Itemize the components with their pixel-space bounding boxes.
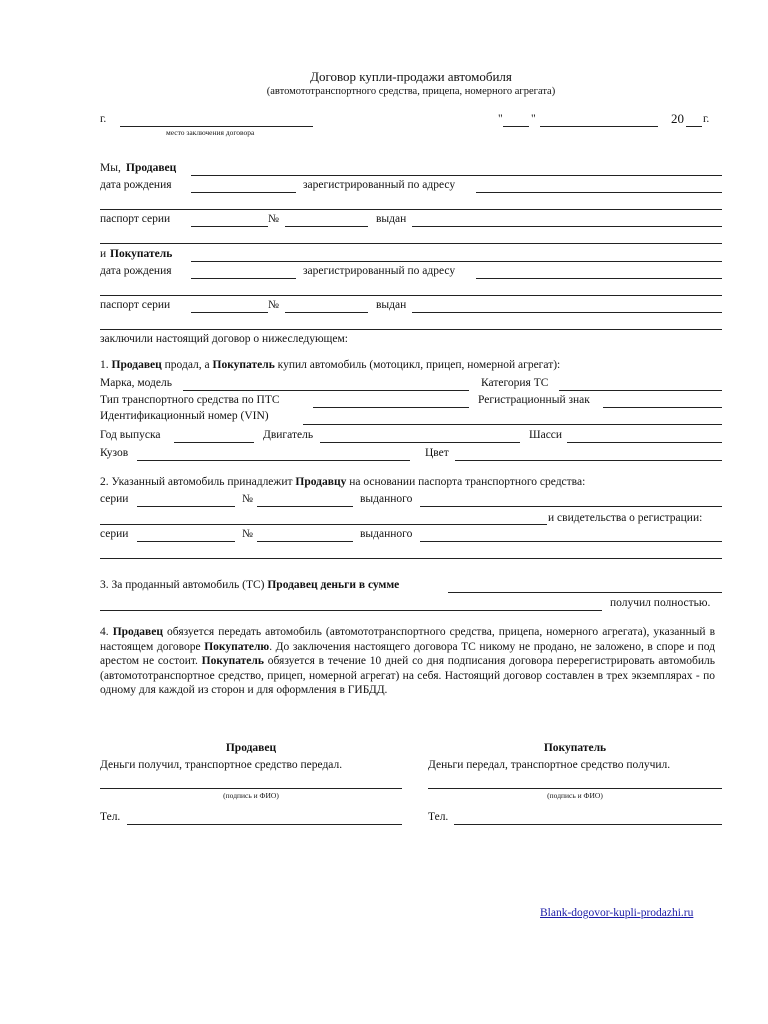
seller-passport-series-label: паспорт серии (100, 213, 171, 225)
buyer-birth-date-line[interactable] (191, 278, 296, 279)
s3-bold: Продавец деньги в сумме (267, 579, 400, 591)
year-made-line[interactable] (174, 442, 254, 443)
buyer-birth-date-label: дата рождения (100, 265, 172, 277)
vin-line[interactable] (303, 424, 722, 425)
seller-issued-line[interactable] (412, 226, 722, 227)
seller-signature-caption: (подпись и ФИО) (223, 791, 279, 800)
buyer-label: Покупатель (110, 248, 173, 260)
category-line[interactable] (559, 390, 722, 391)
year-line[interactable] (686, 126, 702, 127)
year-suffix: г. (703, 113, 710, 125)
and-label: и (100, 248, 107, 260)
reg-issued-label: выданного (360, 528, 413, 540)
place-caption: место заключения договора (166, 128, 255, 137)
agreement-text: заключили настоящий договор о нижеследующем: (100, 333, 348, 345)
seller-phone-line[interactable] (127, 824, 402, 825)
s4-paragraph (100, 625, 715, 698)
buyer-issued-line-2[interactable] (100, 329, 722, 330)
and-registration-label: и свидетельства о регистрации: (548, 512, 703, 524)
vin-label: Идентификационный номер (VIN) (100, 410, 269, 422)
pts-series-label: серии (100, 493, 129, 505)
buyer-signature-text: Деньги передал, транспортное средство получил. (428, 759, 671, 771)
s4-buyer-dative: Покупателю (204, 640, 270, 653)
engine-label: Двигатель (263, 429, 314, 441)
color-line[interactable] (455, 460, 722, 461)
body-label: Кузов (100, 447, 129, 459)
seller-passport-number-line[interactable] (285, 226, 368, 227)
seller-label: Продавец (126, 162, 177, 174)
document-subtitle: (автомототранспортного средства, прицепа, номерного агрегата) (266, 86, 556, 97)
buyer-name-line[interactable] (191, 261, 722, 262)
seller-signature-title: Продавец (225, 742, 277, 754)
chassis-line[interactable] (567, 442, 722, 443)
seller-issued-label: выдан (376, 213, 407, 225)
seller-issued-line-2[interactable] (100, 243, 722, 244)
s2-post: на основании паспорта транспортного средства: (349, 476, 586, 488)
buyer-signature-title: Покупатель (543, 742, 607, 754)
s4-text-1: обязуется передать автомобиль (автомототранспортного средства, прицепа, номерного агрегата), указанный в настоящем договоре (100, 626, 716, 653)
reg-number-sign: № (242, 528, 253, 540)
seller-birth-date-line[interactable] (191, 192, 296, 193)
buyer-address-line-2[interactable] (100, 295, 722, 296)
document-title: Договор купли-продажи автомобиля (310, 69, 512, 84)
s2-pre: 2. Указанный автомобиль принадлежит (100, 476, 293, 488)
year-prefix: 20 (671, 111, 684, 126)
s1-buyer: Покупатель (212, 359, 275, 371)
s4-seller: Продавец (112, 626, 163, 638)
s1-seller: Продавец (111, 359, 162, 371)
category-label: Категория ТС (481, 377, 549, 389)
s3-heading (100, 578, 399, 592)
pts-series-line[interactable] (137, 506, 235, 507)
amount-words-line[interactable] (100, 610, 602, 611)
chassis-label: Шасси (529, 429, 563, 441)
seller-registered-label: зарегистрированный по адресу (303, 179, 456, 191)
type-line[interactable] (313, 407, 469, 408)
s4-text-3: обязуется в течение 10 дней со дня подписания договора перерегистрировать автомобиль (автомототранспортное средство, прицеп, номерной агрегат) на себя. Настоящий договор составлен в трех экземплярах - по одному для каждой из сторон и для оформления в ГИБДД. (100, 655, 716, 696)
seller-signature-text: Деньги получил, транспортное средство передал. (100, 759, 343, 771)
seller-phone-label: Тел. (100, 811, 121, 823)
pts-issued-label: выданного (360, 493, 413, 505)
reg-series-line[interactable] (137, 541, 235, 542)
reg-plate-label: Регистрационный знак (478, 394, 590, 406)
buyer-issued-line[interactable] (412, 312, 722, 313)
reg-series-label: серии (100, 528, 129, 540)
pts-number-sign: № (242, 493, 253, 505)
s1-mid: продал, а (164, 359, 210, 371)
s1-heading (100, 358, 560, 372)
pts-issued-line-2[interactable] (100, 524, 547, 525)
buyer-phone-label: Тел. (428, 811, 449, 823)
received-label: получил полностью. (610, 597, 711, 609)
make-line[interactable] (183, 390, 469, 391)
buyer-passport-number-line[interactable] (285, 312, 368, 313)
website-link[interactable]: Blank-dogovor-kupli-prodazhi.ru (540, 907, 694, 919)
make-label: Марка, модель (100, 377, 172, 389)
buyer-registered-label: зарегистрированный по адресу (303, 265, 456, 277)
date-quote-close: " (531, 113, 536, 125)
seller-passport-number-sign: № (268, 213, 279, 225)
buyer-signature-caption: (подпись и ФИО) (547, 791, 603, 800)
s4-text-2: . До заключения настоящего договора ТС никому не продано, не заложено, в споре и под арестом не состоит. (100, 640, 716, 667)
reg-plate-line[interactable] (603, 407, 722, 408)
s3-pre: 3. За проданный автомобиль (ТС) (100, 579, 265, 591)
amount-line[interactable] (448, 592, 722, 593)
s4-number: 4. (100, 626, 109, 638)
seller-address-line-2[interactable] (100, 209, 722, 210)
buyer-issued-label: выдан (376, 299, 407, 311)
month-line[interactable] (540, 126, 658, 127)
s1-rest: купил автомобиль (мотоцикл, прицеп, номерной агрегат): (277, 359, 561, 371)
day-line[interactable] (503, 126, 529, 127)
date-quote-open: " (498, 113, 503, 125)
place-line[interactable] (120, 126, 313, 127)
seller-birth-date-label: дата рождения (100, 179, 172, 191)
year-label: Год выпуска (100, 429, 161, 441)
buyer-address-line[interactable] (476, 278, 722, 279)
buyer-passport-series-label: паспорт серии (100, 299, 171, 311)
seller-name-line[interactable] (191, 175, 722, 176)
buyer-phone-line[interactable] (454, 824, 722, 825)
s2-seller: Продавцу (295, 476, 347, 488)
color-label: Цвет (425, 447, 449, 459)
pts-issued-line[interactable] (420, 506, 722, 507)
s4-buyer: Покупатель (201, 655, 264, 667)
s1-number: 1. (100, 359, 109, 371)
seller-signature-line[interactable] (100, 788, 402, 789)
buyer-passport-number-sign: № (268, 299, 279, 311)
engine-line[interactable] (320, 442, 520, 443)
buyer-passport-series-line[interactable] (191, 312, 268, 313)
s2-heading (100, 475, 585, 489)
seller-passport-series-line[interactable] (191, 226, 268, 227)
buyer-signature-line[interactable] (428, 788, 722, 789)
reg-issued-line-2[interactable] (100, 558, 722, 559)
reg-issued-line[interactable] (420, 541, 722, 542)
reg-number-line[interactable] (257, 541, 353, 542)
we-label: Мы, (100, 162, 121, 174)
pts-number-line[interactable] (257, 506, 353, 507)
body-line[interactable] (137, 460, 410, 461)
type-label: Тип транспортного средства по ПТС (100, 394, 280, 406)
city-prefix: г. (100, 113, 107, 125)
seller-address-line[interactable] (476, 192, 722, 193)
